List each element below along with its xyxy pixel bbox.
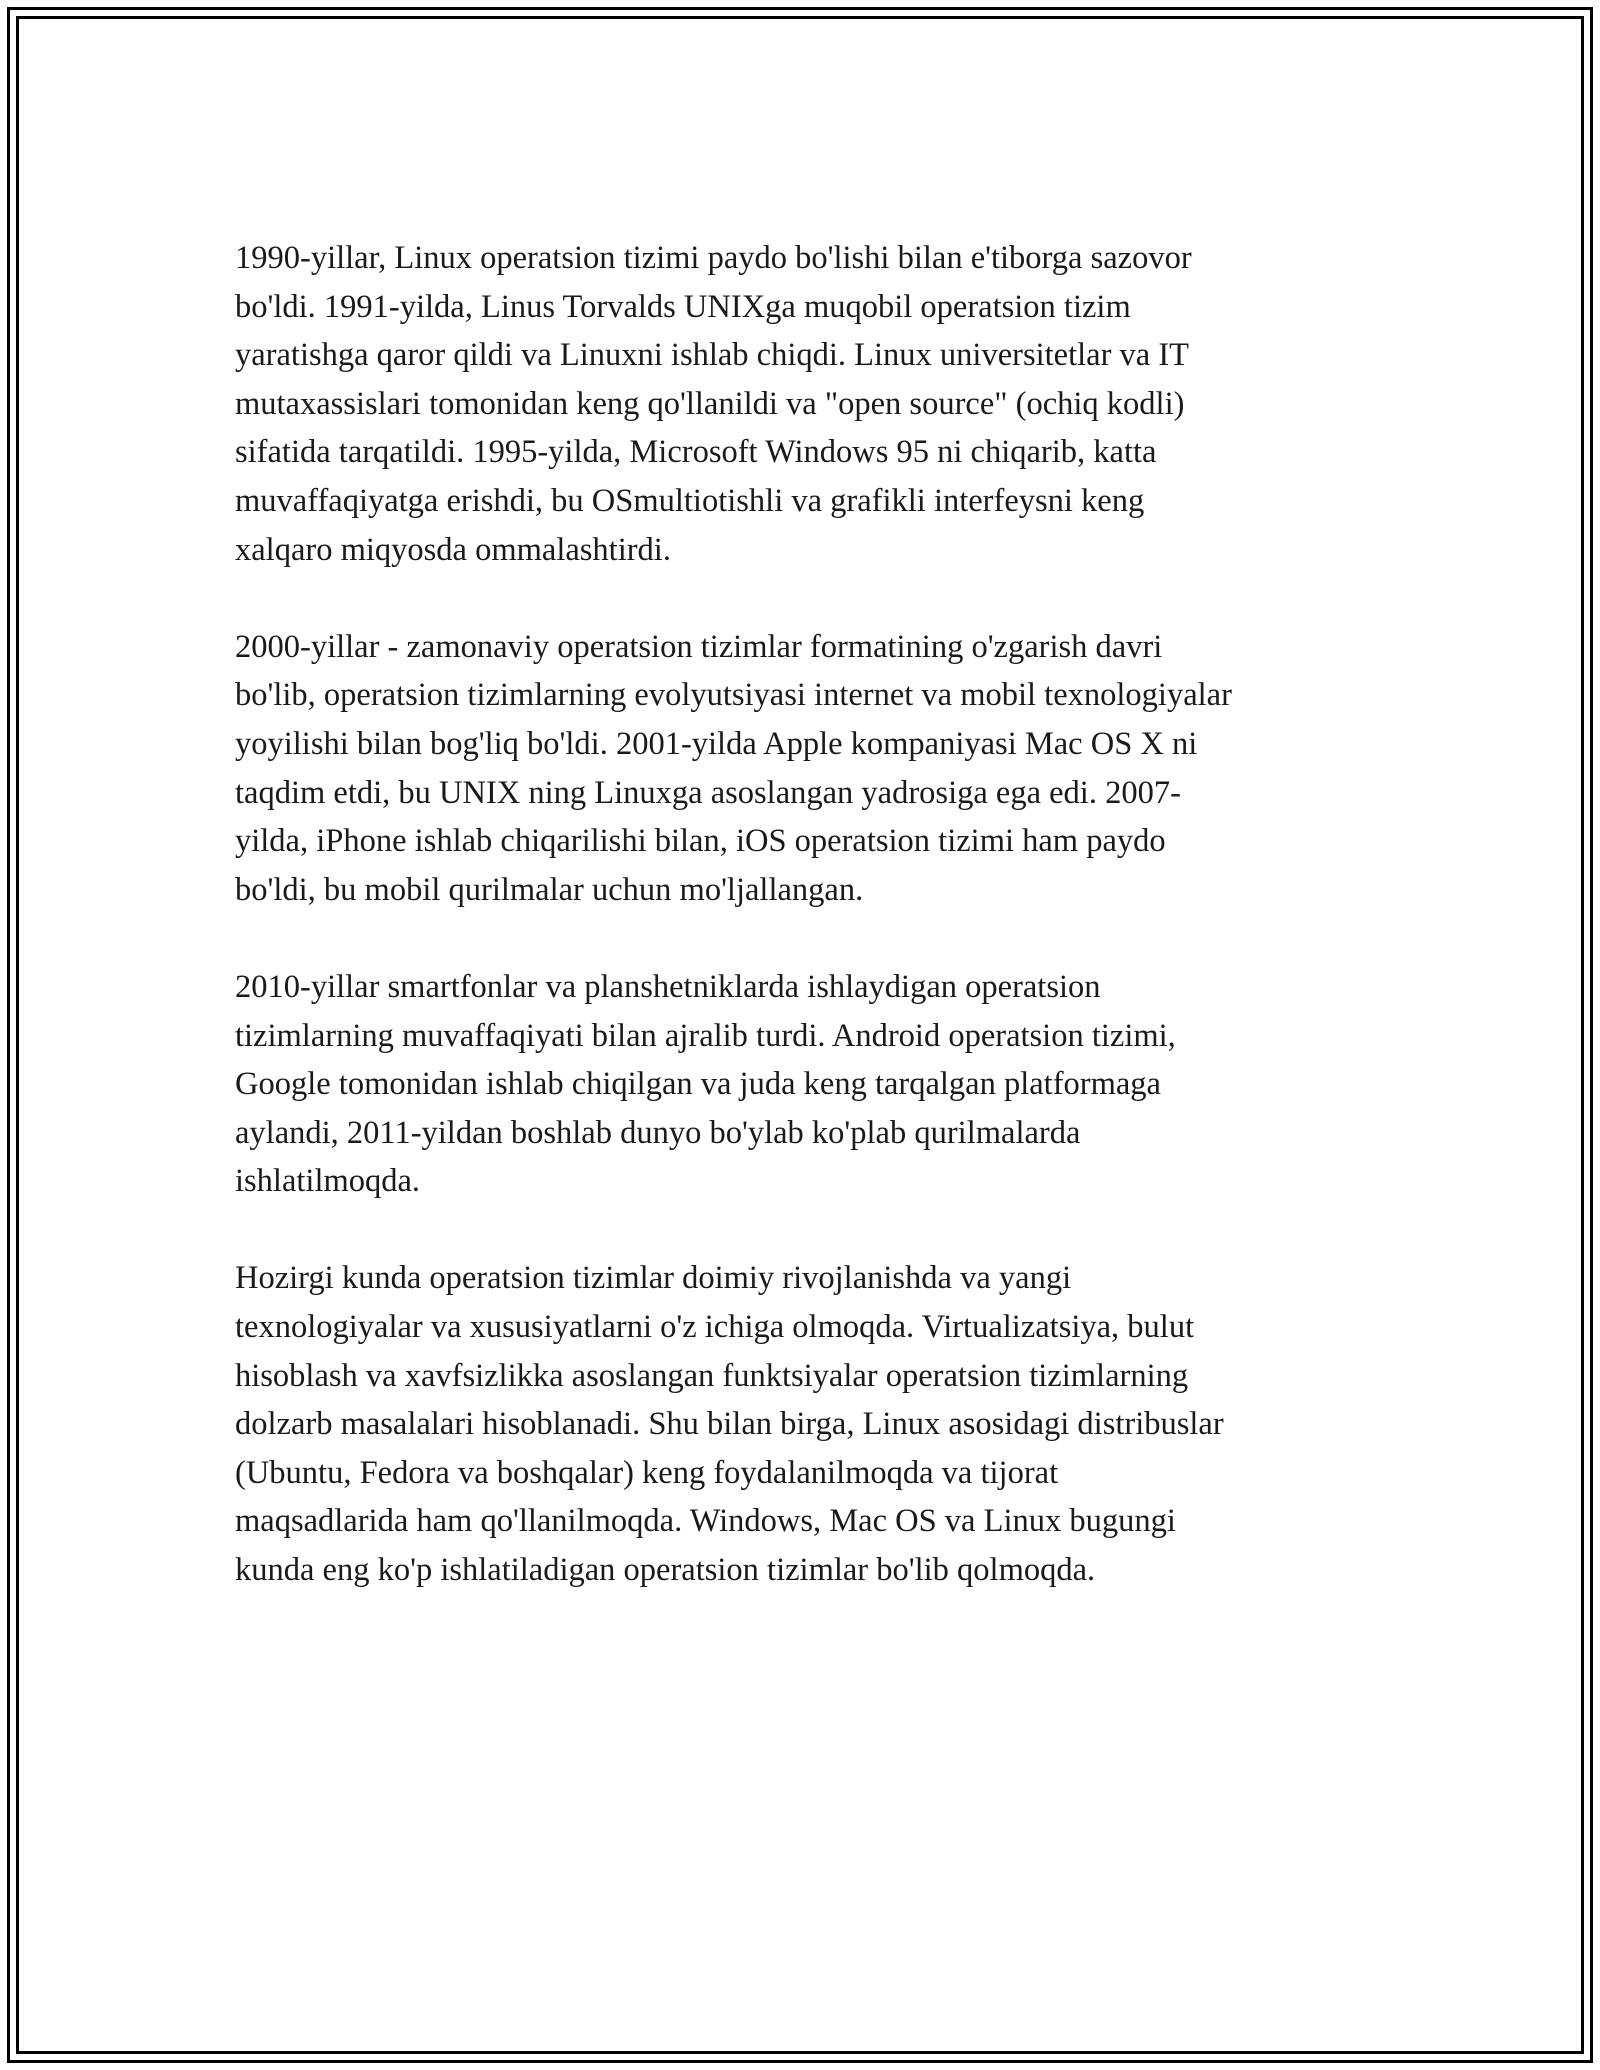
paragraph-2000s <box>235 623 1385 915</box>
text-line: yilda, iPhone ishlab chiqarilishi bilan, iOS operatsion tizimi ham paydo <box>235 823 1166 860</box>
text-line: yoyilishi bilan bog'liq bo'ldi. 2001-yilda Apple kompaniyasi Mac OS X ni <box>235 725 1198 762</box>
text-line: Google tomonidan ishlab chiqilgan va juda keng tarqalgan platformaga <box>235 1066 1161 1103</box>
document-body <box>235 234 1385 1643</box>
paragraph-2010s <box>235 963 1385 1206</box>
paragraph-present-day <box>235 1254 1385 1594</box>
text-line: muvaffaqiyatga erishdi, bu OSmultiotishli va grafikli interfeysni keng <box>235 482 1145 519</box>
text-line: 1990-yillar, Linux operatsion tizimi paydo bo'lishi bilan e'tiborga sazovor <box>235 240 1192 276</box>
text-line: hisoblash va xavfsizlikka asoslangan funktsiyalar operatsion tizimlarning <box>235 1357 1189 1394</box>
text-line: dolzarb masalalari hisoblanadi. Shu bilan birga, Linux asosidagi distribuslar <box>235 1406 1224 1443</box>
text-line: xalqaro miqyosda ommalashtirdi. <box>235 531 671 568</box>
text-line: taqdim etdi, bu UNIX ning Linuxga asoslangan yadrosiga ega edi. 2007- <box>235 774 1181 811</box>
text-line: 2000-yillar - zamonaviy operatsion tizimlar formatining o'zgarish davri <box>235 628 1163 665</box>
text-line: 2010-yillar smartfonlar va planshetniklarda ishlaydigan operatsion <box>235 968 1101 1005</box>
text-line: aylandi, 2011-yildan boshlab dunyo bo'ylab ko'plab qurilmalarda <box>235 1114 1081 1151</box>
text-line: bo'ldi, bu mobil qurilmalar uchun mo'ljallangan. <box>235 871 864 908</box>
text-line: yaratishga qaror qildi va Linuxni ishlab chiqdi. Linux universitetlar va IT <box>235 337 1189 374</box>
text-line: maqsadlarida ham qo'llanilmoqda. Windows, Mac OS va Linux bugungi <box>235 1503 1176 1540</box>
text-line: mutaxassislari tomonidan keng qo'llanildi va "open source" (ochiq kodli) <box>235 385 1185 422</box>
text-line: bo'ldi. 1991-yilda, Linus Torvalds UNIXga muqobil operatsion tizim <box>235 288 1131 325</box>
text-line: ishlatilmoqda. <box>235 1163 421 1200</box>
text-line: kunda eng ko'p ishlatiladigan operatsion tizimlar bo'lib qolmoqda. <box>235 1552 1096 1589</box>
text-line: Hozirgi kunda operatsion tizimlar doimiy rivojlanishda va yangi <box>235 1260 1072 1297</box>
text-line: (Ubuntu, Fedora va boshqalar) keng foydalanilmoqda va tijorat <box>235 1454 1059 1491</box>
text-line: sifatida tarqatildi. 1995-yilda, Microsoft Windows 95 ni chiqarib, katta <box>235 434 1157 471</box>
paragraph-1990s <box>235 234 1385 574</box>
text-line: bo'lib, operatsion tizimlarning evolyutsiyasi internet va mobil texnologiyalar <box>235 677 1232 714</box>
text-line: tizimlarning muvaffaqiyati bilan ajralib turdi. Android operatsion tizimi, <box>235 1017 1176 1054</box>
text-line: texnologiyalar va xususiyatlarni o'z ichiga olmoqda. Virtualizatsiya, bulut <box>235 1309 1195 1346</box>
